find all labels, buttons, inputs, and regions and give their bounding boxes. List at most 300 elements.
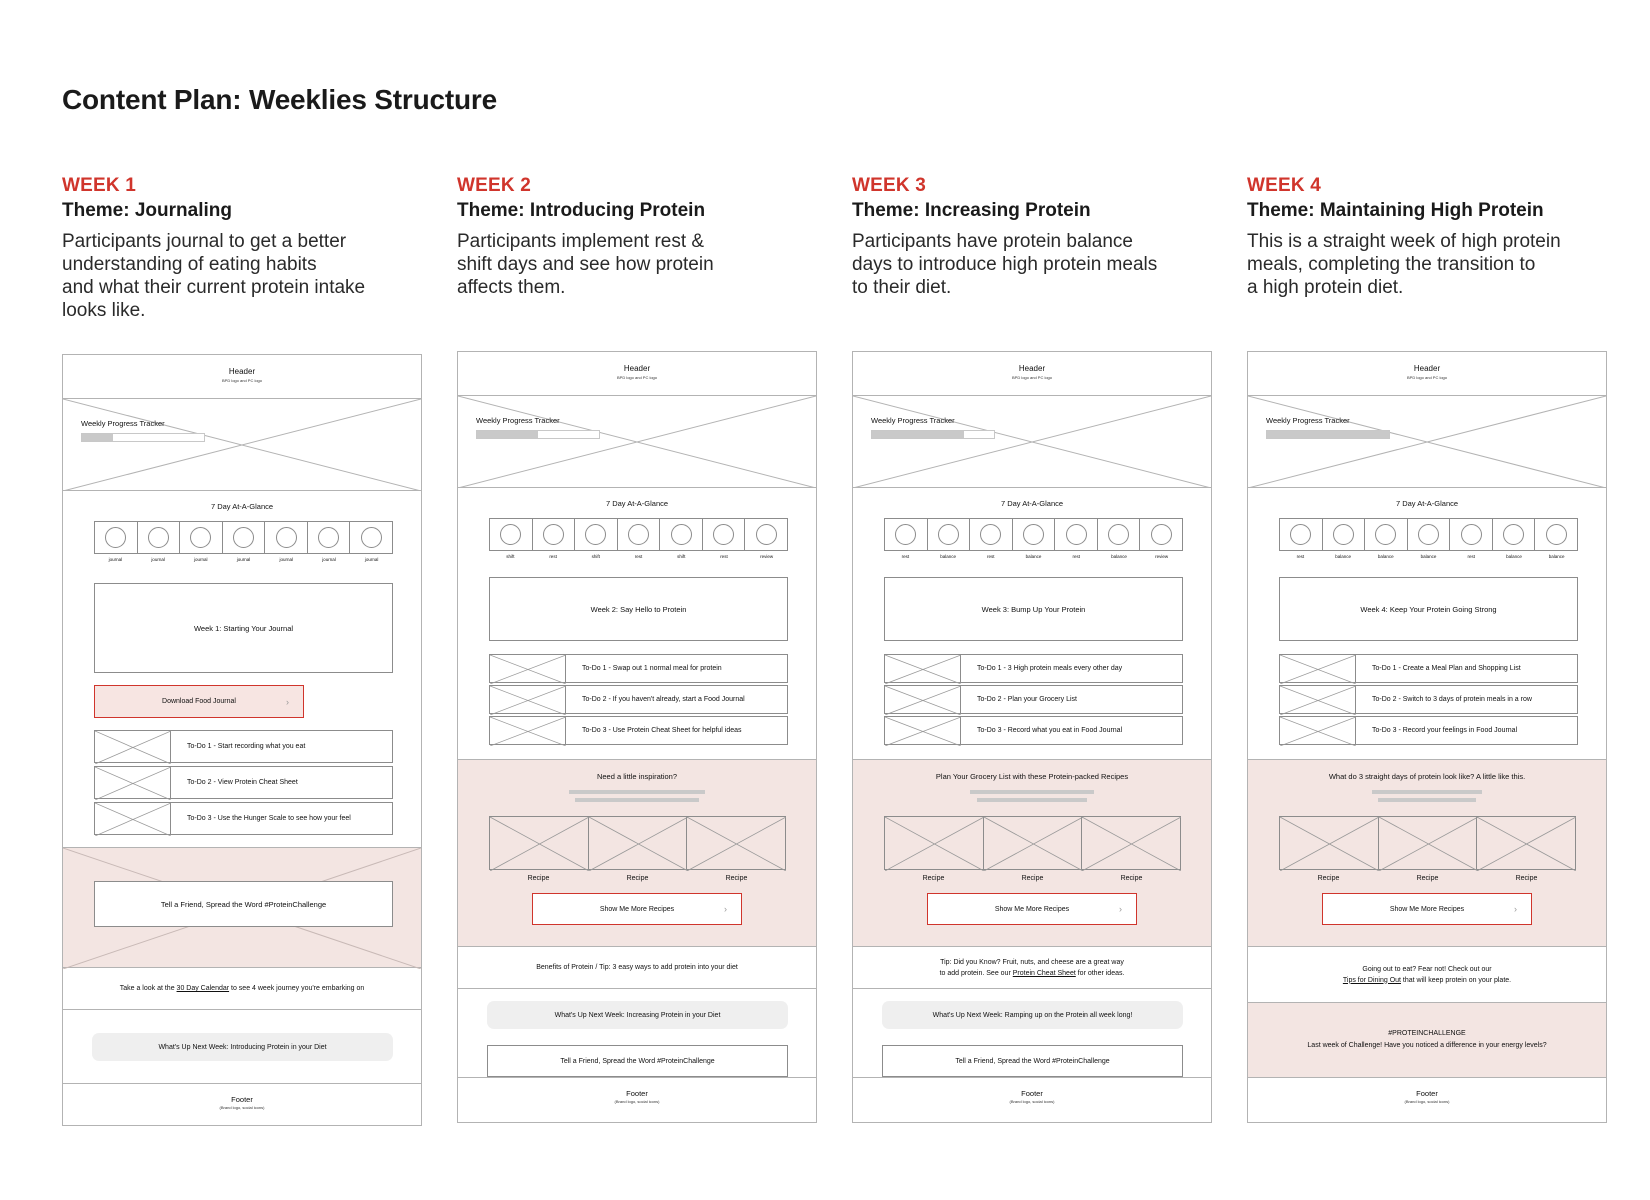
hashtag-text: #PROTEINCHALLENGE <box>1388 1030 1466 1037</box>
wireframe-footer <box>63 1084 421 1110</box>
day-label: rest <box>1467 554 1475 559</box>
recipes-section <box>1248 759 1606 947</box>
placeholder-cross-icon <box>984 817 1083 871</box>
week-description: Participants implement rest & shift days and see how protein affects them. <box>457 231 714 298</box>
recipe-image[interactable] <box>589 817 688 869</box>
day-cell[interactable] <box>1098 519 1141 550</box>
progress-fill <box>1267 431 1389 438</box>
day-cell[interactable] <box>1450 519 1493 550</box>
day-cell[interactable] <box>660 519 703 550</box>
placeholder-line <box>1372 790 1482 794</box>
day-label: balance <box>940 554 956 559</box>
tracker-label: Weekly Progress Tracker <box>1266 416 1350 425</box>
placeholder-cross-icon <box>1280 717 1356 746</box>
day-label: balance <box>1111 554 1127 559</box>
day-cell[interactable] <box>308 522 351 553</box>
recipe-label: Recipe <box>1416 875 1439 882</box>
day-labels <box>94 557 393 562</box>
glance-title: 7 Day At-A-Glance <box>1395 499 1459 508</box>
tip-pre: to add protein. See our <box>939 969 1013 977</box>
day-label: shift <box>591 554 600 559</box>
welcome-text: Week 2: Say Hello to Protein <box>590 604 687 614</box>
recipe-label: Recipe <box>1515 875 1538 882</box>
placeholder-cross-icon <box>490 655 566 684</box>
day-label: balance <box>1377 554 1394 559</box>
day-circle-icon <box>1503 524 1524 545</box>
todo-text: To-Do 1 - Swap out 1 normal meal for protein <box>582 665 722 672</box>
placeholder-line <box>575 798 699 802</box>
todo-text: To-Do 3 - Record what you eat in Food Journal <box>977 727 1123 734</box>
day-cell[interactable] <box>1140 519 1182 550</box>
day-label: journal <box>322 557 336 562</box>
wireframe-footer <box>853 1078 1211 1104</box>
welcome-box <box>1279 577 1578 641</box>
next-week-text: What's Up Next Week: Increasing Protein in your Diet <box>554 1011 721 1019</box>
tracker-label: Weekly Progress Tracker <box>871 416 955 425</box>
recipe-image[interactable] <box>885 817 984 869</box>
day-cell[interactable] <box>1408 519 1451 550</box>
footer-label: Footer <box>231 1095 253 1104</box>
day-label: journal <box>108 557 123 562</box>
recipe-image[interactable] <box>1379 817 1478 869</box>
week-description: Participants journal to get a better understanding of eating habits and what their current protein intake looks like. <box>62 231 366 321</box>
progress-hero <box>458 396 816 488</box>
todo-text: To-Do 3 - Use Protein Cheat Sheet for helpful ideas <box>582 727 742 734</box>
recipes-section <box>853 759 1211 947</box>
day-cell[interactable] <box>533 519 576 550</box>
todo-text: To-Do 3 - Use the Hunger Scale to see how your feel <box>187 815 351 822</box>
glance-title: 7 Day At-A-Glance <box>605 499 669 508</box>
todo-item[interactable] <box>489 716 788 745</box>
button-label: Show Me More Recipes <box>599 905 675 913</box>
todo-text: To-Do 2 - Plan your Grocery List <box>977 696 1077 703</box>
day-cell[interactable] <box>1493 519 1536 550</box>
todo-text: To-Do 1 - Start recording what you eat <box>187 743 306 750</box>
progress-fill <box>872 431 964 438</box>
todo-image <box>490 655 566 682</box>
tip-section <box>458 947 816 989</box>
day-label: balance <box>1420 554 1437 559</box>
welcome-box <box>489 577 788 641</box>
calendar-tip-text <box>120 983 365 994</box>
wireframe-footer <box>1248 1078 1606 1104</box>
wireframe-header <box>63 355 421 399</box>
closing-text: Last week of Challenge! Have you noticed a difference in your energy levels? <box>1307 1042 1547 1049</box>
week-theme: Theme: Introducing Protein <box>457 200 706 221</box>
share-box[interactable] <box>94 881 393 927</box>
day-circle-icon <box>628 524 649 545</box>
todo-text: To-Do 1 - 3 High protein meals every other day <box>977 665 1123 672</box>
week-2-wireframe <box>457 351 817 1123</box>
header-sublabel: BPD logo and PC logo <box>221 378 263 383</box>
day-label: balance <box>1548 554 1565 559</box>
day-label: balance <box>1335 554 1351 559</box>
welcome-box <box>94 583 393 673</box>
recipe-labels <box>1279 875 1576 882</box>
day-circle-icon <box>1461 524 1482 545</box>
placeholder-cross-icon <box>1248 396 1606 488</box>
todo-item[interactable] <box>884 685 1183 714</box>
footer-label: Footer <box>1021 1089 1043 1098</box>
share-box[interactable] <box>882 1045 1183 1077</box>
footer-sublabel: (Brand logo, social icons) <box>219 1105 265 1110</box>
todo-item[interactable] <box>489 685 788 714</box>
placeholder-cross-icon <box>589 817 688 871</box>
progress-hero <box>853 396 1211 488</box>
todo-item[interactable] <box>94 766 393 799</box>
recipe-image[interactable] <box>687 817 785 869</box>
recipe-label: Recipe <box>1317 875 1340 882</box>
progress-bar <box>476 430 600 439</box>
day-label: shift <box>506 554 515 559</box>
todo-image <box>885 655 961 682</box>
page-title: Content Plan: Weeklies Structure <box>62 84 497 115</box>
next-week-text: What's Up Next Week: Ramping up on the Protein all week long! <box>932 1011 1133 1019</box>
welcome-text: Week 1: Starting Your Journal <box>193 623 294 633</box>
header-label: Header <box>623 364 651 373</box>
tip-section <box>1248 947 1606 1003</box>
week-1-column <box>62 175 422 322</box>
day-cell[interactable] <box>265 522 308 553</box>
glance-title: 7 Day At-A-Glance <box>1000 499 1064 508</box>
share-text: Tell a Friend, Spread the Word #ProteinChallenge <box>560 1057 715 1065</box>
day-cell[interactable] <box>138 522 181 553</box>
day-circle-icon <box>500 524 521 545</box>
show-more-recipes-button[interactable] <box>1322 893 1532 925</box>
week-3-wireframe <box>852 351 1212 1123</box>
week-4-wireframe <box>1247 351 1607 1123</box>
welcome-box <box>884 577 1183 641</box>
next-week-pill[interactable] <box>882 1001 1183 1029</box>
day-label: journal <box>364 557 379 562</box>
day-circle-icon <box>1066 524 1087 545</box>
recipe-image[interactable] <box>1280 817 1379 869</box>
calendar-link[interactable]: 30 Day Calendar <box>176 985 230 992</box>
day-label: journal <box>236 557 251 562</box>
day-circle-icon <box>1151 524 1172 545</box>
todo-text: To-Do 1 - Create a Meal Plan and Shopping List <box>1372 665 1521 672</box>
header-label: Header <box>1018 364 1046 373</box>
wireframe-footer <box>458 1078 816 1104</box>
day-circle-icon <box>1108 524 1129 545</box>
day-label: rest <box>987 554 995 559</box>
day-cell[interactable] <box>1323 519 1366 550</box>
todo-image <box>95 767 171 798</box>
placeholder-cross-icon <box>853 396 1211 488</box>
share-box[interactable] <box>487 1045 788 1077</box>
todo-text: To-Do 2 - If you haven't already, start a Food Journal <box>582 696 745 703</box>
show-more-recipes-button[interactable] <box>927 893 1137 925</box>
recipe-grid <box>884 816 1181 870</box>
tip-line-1: Going out to eat? Fear not! Check out our <box>1362 965 1492 973</box>
challenge-section <box>1248 1003 1606 1078</box>
todo-item[interactable] <box>489 654 788 683</box>
chevron-right-icon: › <box>1514 904 1517 914</box>
day-label: rest <box>1072 554 1080 559</box>
placeholder-cross-icon <box>687 817 786 871</box>
wireframe-header <box>853 352 1211 396</box>
placeholder-cross-icon <box>95 767 171 800</box>
download-journal-button[interactable] <box>94 685 304 718</box>
header-label: Header <box>228 367 256 376</box>
week-theme: Theme: Increasing Protein <box>852 200 1091 221</box>
day-label: review <box>1155 554 1169 559</box>
tracker-label: Weekly Progress Tracker <box>476 416 560 425</box>
day-cell[interactable] <box>350 522 392 553</box>
todo-image <box>95 731 171 762</box>
chevron-right-icon: › <box>286 696 289 707</box>
recipe-image[interactable] <box>1082 817 1180 869</box>
day-circle-icon <box>938 524 959 545</box>
glance-title: 7 Day At-A-Glance <box>210 502 274 511</box>
chevron-right-icon: › <box>724 904 727 914</box>
tip-line-1: Tip: Did you Know? Fruit, nuts, and cheese are a great way <box>940 958 1124 966</box>
calendar-tip <box>63 968 421 1010</box>
day-cell[interactable] <box>1055 519 1098 550</box>
day-label: balance <box>1025 554 1042 559</box>
share-text: Tell a Friend, Spread the Word #ProteinChallenge <box>955 1057 1110 1065</box>
tracker-label: Weekly Progress Tracker <box>81 419 165 428</box>
week-2-column <box>457 175 817 299</box>
button-label: Download Food Journal <box>162 698 236 705</box>
cheat-sheet-link[interactable]: Protein Cheat Sheet <box>1012 969 1076 977</box>
day-cell[interactable] <box>575 519 618 550</box>
footer-sublabel: (Brand logo, social icons) <box>1009 1099 1055 1104</box>
footer-sublabel: (Brand logo, social icons) <box>614 1099 660 1104</box>
todo-image <box>490 686 566 713</box>
share-section <box>63 847 421 968</box>
tip-text <box>940 957 1125 979</box>
day-circle-icon <box>105 527 126 548</box>
footer-sublabel: (Brand logo, social icons) <box>1404 1099 1450 1104</box>
day-circle-icon <box>756 524 777 545</box>
next-week-section <box>458 989 816 1078</box>
todo-item[interactable] <box>884 716 1183 745</box>
placeholder-cross-icon <box>885 717 961 746</box>
todo-list <box>884 654 1183 745</box>
todo-image <box>490 717 566 744</box>
todo-image <box>1280 717 1356 744</box>
placeholder-cross-icon <box>1477 817 1576 871</box>
progress-fill <box>477 431 538 438</box>
day-circle-icon <box>585 524 606 545</box>
welcome-text: Week 3: Bump Up Your Protein <box>981 604 1086 614</box>
placeholder-cross-icon <box>490 686 566 715</box>
day-cell[interactable] <box>1535 519 1577 550</box>
next-week-pill[interactable] <box>92 1033 393 1061</box>
todo-list <box>489 654 788 745</box>
day-labels <box>489 554 788 559</box>
day-circle-icon <box>1290 524 1311 545</box>
inspiration-title: Need a little inspiration? <box>596 772 678 781</box>
day-circle-icon <box>190 527 211 548</box>
next-week-section <box>853 989 1211 1078</box>
week-4-column <box>1247 175 1607 299</box>
day-cell[interactable] <box>970 519 1013 550</box>
week-theme: Theme: Maintaining High Protein <box>1247 200 1544 221</box>
day-circle-icon <box>671 524 692 545</box>
day-labels <box>1279 554 1578 559</box>
recipe-image[interactable] <box>490 817 589 869</box>
footer-label: Footer <box>626 1089 648 1098</box>
progress-bar <box>1266 430 1390 439</box>
placeholder-line <box>1378 798 1476 802</box>
inspiration-title: What do 3 straight days of protein look like? A little like this. <box>1328 772 1526 781</box>
todo-image <box>95 803 171 834</box>
dining-out-link[interactable]: Tips for Dining Out <box>1342 976 1401 984</box>
header-label: Header <box>1413 364 1441 373</box>
todo-text: To-Do 3 - Record your feelings in Food Journal <box>1372 727 1518 734</box>
day-circles <box>884 518 1183 551</box>
placeholder-cross-icon <box>458 396 816 488</box>
next-week-text: What's Up Next Week: Introducing Protein in your Diet <box>158 1043 327 1051</box>
day-label: shift <box>677 554 686 559</box>
recipe-image[interactable] <box>984 817 1083 869</box>
wireframe-header <box>1248 352 1606 396</box>
tip-section <box>853 947 1211 989</box>
todo-item[interactable] <box>94 802 393 835</box>
week-label: WEEK 1 <box>62 175 137 196</box>
next-week-section <box>63 1010 421 1084</box>
placeholder-cross-icon <box>490 717 566 746</box>
todo-image <box>1280 686 1356 713</box>
day-cell[interactable] <box>618 519 661 550</box>
day-label: journal <box>194 557 208 562</box>
day-label: journal <box>279 557 293 562</box>
todo-image <box>885 686 961 713</box>
recipe-label: Recipe <box>1120 875 1143 882</box>
day-circles <box>1279 518 1578 551</box>
todo-item[interactable] <box>1279 685 1578 714</box>
day-label: rest <box>720 554 728 559</box>
day-circle-icon <box>1375 524 1396 545</box>
tip-text <box>1343 964 1511 986</box>
day-label: rest <box>634 554 643 559</box>
day-cell[interactable] <box>703 519 746 550</box>
week-theme: Theme: Journaling <box>62 200 232 221</box>
todo-list <box>94 730 393 835</box>
placeholder-cross-icon <box>1280 817 1379 871</box>
progress-hero <box>1248 396 1606 488</box>
chevron-right-icon: › <box>1119 904 1122 914</box>
day-circle-icon <box>980 524 1001 545</box>
placeholder-cross-icon <box>885 817 984 871</box>
todo-item[interactable] <box>1279 716 1578 745</box>
todo-item[interactable] <box>1279 654 1578 683</box>
recipe-label: Recipe <box>1021 875 1044 882</box>
day-circle-icon <box>276 527 297 548</box>
day-circle-icon <box>1546 524 1567 545</box>
recipes-section <box>458 759 816 947</box>
progress-bar <box>871 430 995 439</box>
button-label: Show Me More Recipes <box>994 905 1070 913</box>
day-cell[interactable] <box>885 519 928 550</box>
day-circle-icon <box>895 524 916 545</box>
placeholder-cross-icon <box>95 731 171 764</box>
recipe-labels <box>489 875 786 882</box>
week-1-wireframe <box>62 354 422 1126</box>
day-cell[interactable] <box>1365 519 1408 550</box>
day-labels <box>884 554 1183 559</box>
day-cell[interactable] <box>180 522 223 553</box>
week-label: WEEK 4 <box>1247 175 1322 196</box>
progress-bar <box>81 433 205 442</box>
day-cell[interactable] <box>1013 519 1056 550</box>
welcome-text: Week 4: Keep Your Protein Going Strong <box>1360 604 1497 614</box>
calendar-pre: Take a look at the <box>119 985 177 992</box>
day-cell[interactable] <box>95 522 138 553</box>
todo-list <box>1279 654 1578 745</box>
day-cell[interactable] <box>745 519 787 550</box>
wireframe-header <box>458 352 816 396</box>
day-cell[interactable] <box>223 522 266 553</box>
progress-hero <box>63 399 421 491</box>
recipe-grid <box>1279 816 1576 870</box>
day-cell[interactable] <box>490 519 533 550</box>
week-description: Participants have protein balance days to introduce high protein meals to their diet. <box>852 231 1158 298</box>
day-circle-icon <box>318 527 339 548</box>
next-week-pill[interactable] <box>487 1001 788 1029</box>
day-label: balance <box>1506 554 1522 559</box>
week-description: This is a straight week of high protein meals, completing the transition to a high protein diet. <box>1247 231 1561 298</box>
placeholder-cross-icon <box>1082 817 1181 871</box>
recipe-labels <box>884 875 1181 882</box>
todo-item[interactable] <box>884 654 1183 683</box>
day-label: review <box>760 554 774 559</box>
day-label: journal <box>151 557 165 562</box>
day-cell[interactable] <box>1280 519 1323 550</box>
placeholder-cross-icon <box>885 686 961 715</box>
placeholder-cross-icon <box>885 655 961 684</box>
header-sublabel: BPD logo and PC logo <box>1011 375 1053 380</box>
inspiration-title: Plan Your Grocery List with these Protein-packed Recipes <box>935 772 1129 781</box>
day-cell[interactable] <box>928 519 971 550</box>
recipe-label: Recipe <box>527 875 550 882</box>
recipe-image[interactable] <box>1477 817 1575 869</box>
recipe-label: Recipe <box>725 875 748 882</box>
day-circles <box>489 518 788 551</box>
show-more-recipes-button[interactable] <box>532 893 742 925</box>
placeholder-line <box>569 790 705 794</box>
placeholder-line <box>970 790 1094 794</box>
todo-text: To-Do 2 - Switch to 3 days of protein meals in a row <box>1372 696 1532 703</box>
todo-item[interactable] <box>94 730 393 763</box>
placeholder-cross-icon <box>1280 655 1356 684</box>
day-circle-icon <box>1333 524 1354 545</box>
placeholder-cross-icon <box>490 817 589 871</box>
todo-image <box>885 717 961 744</box>
todo-image <box>1280 655 1356 682</box>
footer-label: Footer <box>1416 1089 1438 1098</box>
day-label: rest <box>549 554 557 559</box>
day-circle-icon <box>148 527 169 548</box>
recipe-grid <box>489 816 786 870</box>
button-label: Show Me More Recipes <box>1389 905 1465 913</box>
placeholder-cross-icon <box>1379 817 1478 871</box>
todo-text: To-Do 2 - View Protein Cheat Sheet <box>187 779 298 786</box>
placeholder-line <box>977 798 1087 802</box>
day-circle-icon <box>233 527 254 548</box>
placeholder-cross-icon <box>95 803 171 836</box>
placeholder-cross-icon <box>63 399 421 491</box>
day-label: rest <box>1296 554 1305 559</box>
placeholder-cross-icon <box>1280 686 1356 715</box>
week-label: WEEK 3 <box>852 175 927 196</box>
header-sublabel: BPD logo and PC logo <box>1406 375 1448 380</box>
day-circle-icon <box>361 527 382 548</box>
day-circles <box>94 521 393 554</box>
week-label: WEEK 2 <box>457 175 532 196</box>
